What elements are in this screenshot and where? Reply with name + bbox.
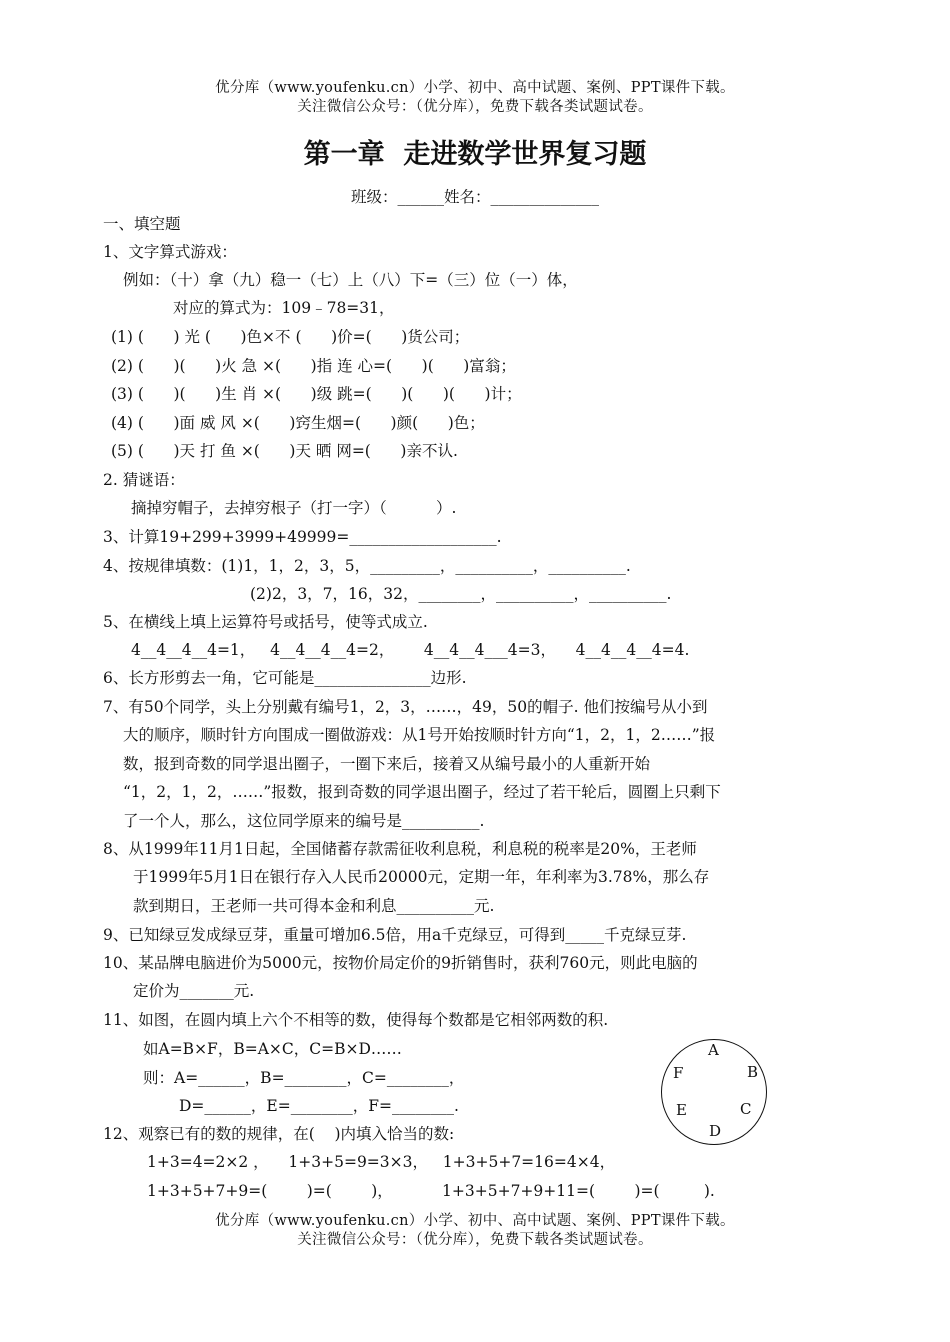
footer-line-1: 优分库（www.youfenku.cn）小学、初中、高中试题、案例、PPT课件下载。 <box>215 1213 735 1229</box>
circle-label-a: A <box>708 1041 719 1059</box>
circle-label-b: B <box>747 1063 759 1081</box>
q1-item: (5) ( )天 打 鱼 ×( )天 晒 网=( )亲不认. <box>111 442 458 460</box>
q4-line-2: (2)2，3，7，16，32，________，__________，__________. <box>250 585 672 603</box>
q1-item: (3) ( )( )生 肖 ×( )级 跳=( )( )( )计； <box>111 385 522 403</box>
q1-item: (1) ( ) 光 ( )色×不 ( )价=( )货公司； <box>111 328 470 346</box>
q11-example: 如A=B×F，B=A×C，C=B×D…… <box>143 1040 402 1058</box>
header-line-2: 关注微信公众号：（优分库），免费下载各类试题试卷。 <box>297 99 653 115</box>
q1-item: (2) ( )( )火 急 ×( )指 连 心=( )( )富翁； <box>111 357 516 375</box>
footer-line-2: 关注微信公众号：（优分库），免费下载各类试题试卷。 <box>297 1232 653 1248</box>
q11-answer-line: 则：A=______，B=________，C=________， <box>143 1069 465 1087</box>
q1-example: 例如：（十）拿（九）稳一（七）上（八）下=（三）位（一）体， <box>123 271 578 289</box>
section-heading: 一、填空题 <box>103 215 181 233</box>
q8-line: 8、从1999年11月1日起，全国储蓄存款需征收利息税，利息税的税率是20%，王老师 <box>103 840 697 858</box>
circle-label-c: C <box>740 1100 752 1118</box>
circle-label-f: F <box>673 1064 684 1082</box>
circle-label-d: D <box>709 1122 722 1140</box>
q7-line: 数，报到奇数的同学退出圈子，一圈下来后，接着又从编号最小的人重新开始 <box>123 755 651 773</box>
q6: 6、长方形剪去一角，它可能是_______________边形. <box>103 669 467 687</box>
q7-line: 7、有50个同学，头上分别戴有编号1，2，3，……，49，50的帽子. 他们按编号从小到 <box>103 698 708 716</box>
q12-line-1: 1+3=4=2×2 ， 1+3+5=9=3×3， 1+3+5+7=16=4×4， <box>147 1153 616 1171</box>
q1-example-formula: 对应的算式为：109﹣78=31， <box>173 299 395 317</box>
q9: 9、已知绿豆发成绿豆芽，重量可增加6.5倍，用a千克绿豆，可得到_____千克绿豆芽. <box>103 926 687 944</box>
q7-line: “1，2，1，2，……”报数，报到奇数的同学退出圈子，经过了若干轮后，圆圈上只剩下 <box>123 783 721 801</box>
class-name-line: 班级：______姓名：______________ <box>350 188 599 206</box>
page-title: 第一章 走进数学世界复习题 <box>303 139 647 170</box>
q8-line: 款到期日，王老师一共可得本金和利息__________元. <box>133 897 495 915</box>
circle-label-e: E <box>676 1101 687 1119</box>
q5-equations: 4__4__4__4=1， 4__4__4__4=2， 4__4__4___4=3， 4__4__4__4=4. <box>131 641 690 659</box>
q11-answer-line: D=______，E=________，F=________. <box>179 1097 459 1115</box>
q12-stem: 12、观察已有的数的规律，在( )内填入恰当的数: <box>103 1125 455 1143</box>
q4-line-1: 4、按规律填数：(1)1，1，2，3，5，_________，__________，__________. <box>103 557 631 575</box>
q1-item: (4) ( )面 威 风 ×( )窍生烟=( )颜( )色； <box>111 414 485 432</box>
header-line-1: 优分库（www.youfenku.cn）小学、初中、高中试题、案例、PPT课件下载。 <box>215 80 735 96</box>
q8-line: 于1999年5月1日在银行存入人民币20000元，定期一年，年利率为3.78%，那么存 <box>133 868 710 886</box>
q5-stem: 5、在横线上填上运算符号或括号，使等式成立. <box>103 613 428 631</box>
q12-line-2: 1+3+5+7+9=( )=( )， 1+3+5+7+9+11=( )=( ). <box>147 1182 715 1200</box>
q10-line: 定价为_______元. <box>133 982 255 1000</box>
q10-line: 10、某品牌电脑进价为5000元，按物价局定价的9折销售时，获利760元，则此电脑的 <box>103 954 698 972</box>
q7-line: 了一个人，那么，这位同学原来的编号是__________. <box>123 812 485 830</box>
q11-stem: 11、如图，在圆内填上六个不相等的数，使得每个数都是它相邻两数的积. <box>103 1011 609 1029</box>
q2-stem: 2. 猜谜语： <box>103 471 185 489</box>
q1-stem: 1、文字算式游戏： <box>103 243 237 261</box>
q2-riddle: 摘掉穷帽子，去掉穷根子（打一字）（ ）. <box>131 499 457 517</box>
q3: 3、计算19+299+3999+49999=___________________. <box>103 528 502 546</box>
q7-line: 大的顺序，顺时针方向围成一圈做游戏：从1号开始按顺时针方向“1，2，1，2……”报 <box>123 726 716 744</box>
